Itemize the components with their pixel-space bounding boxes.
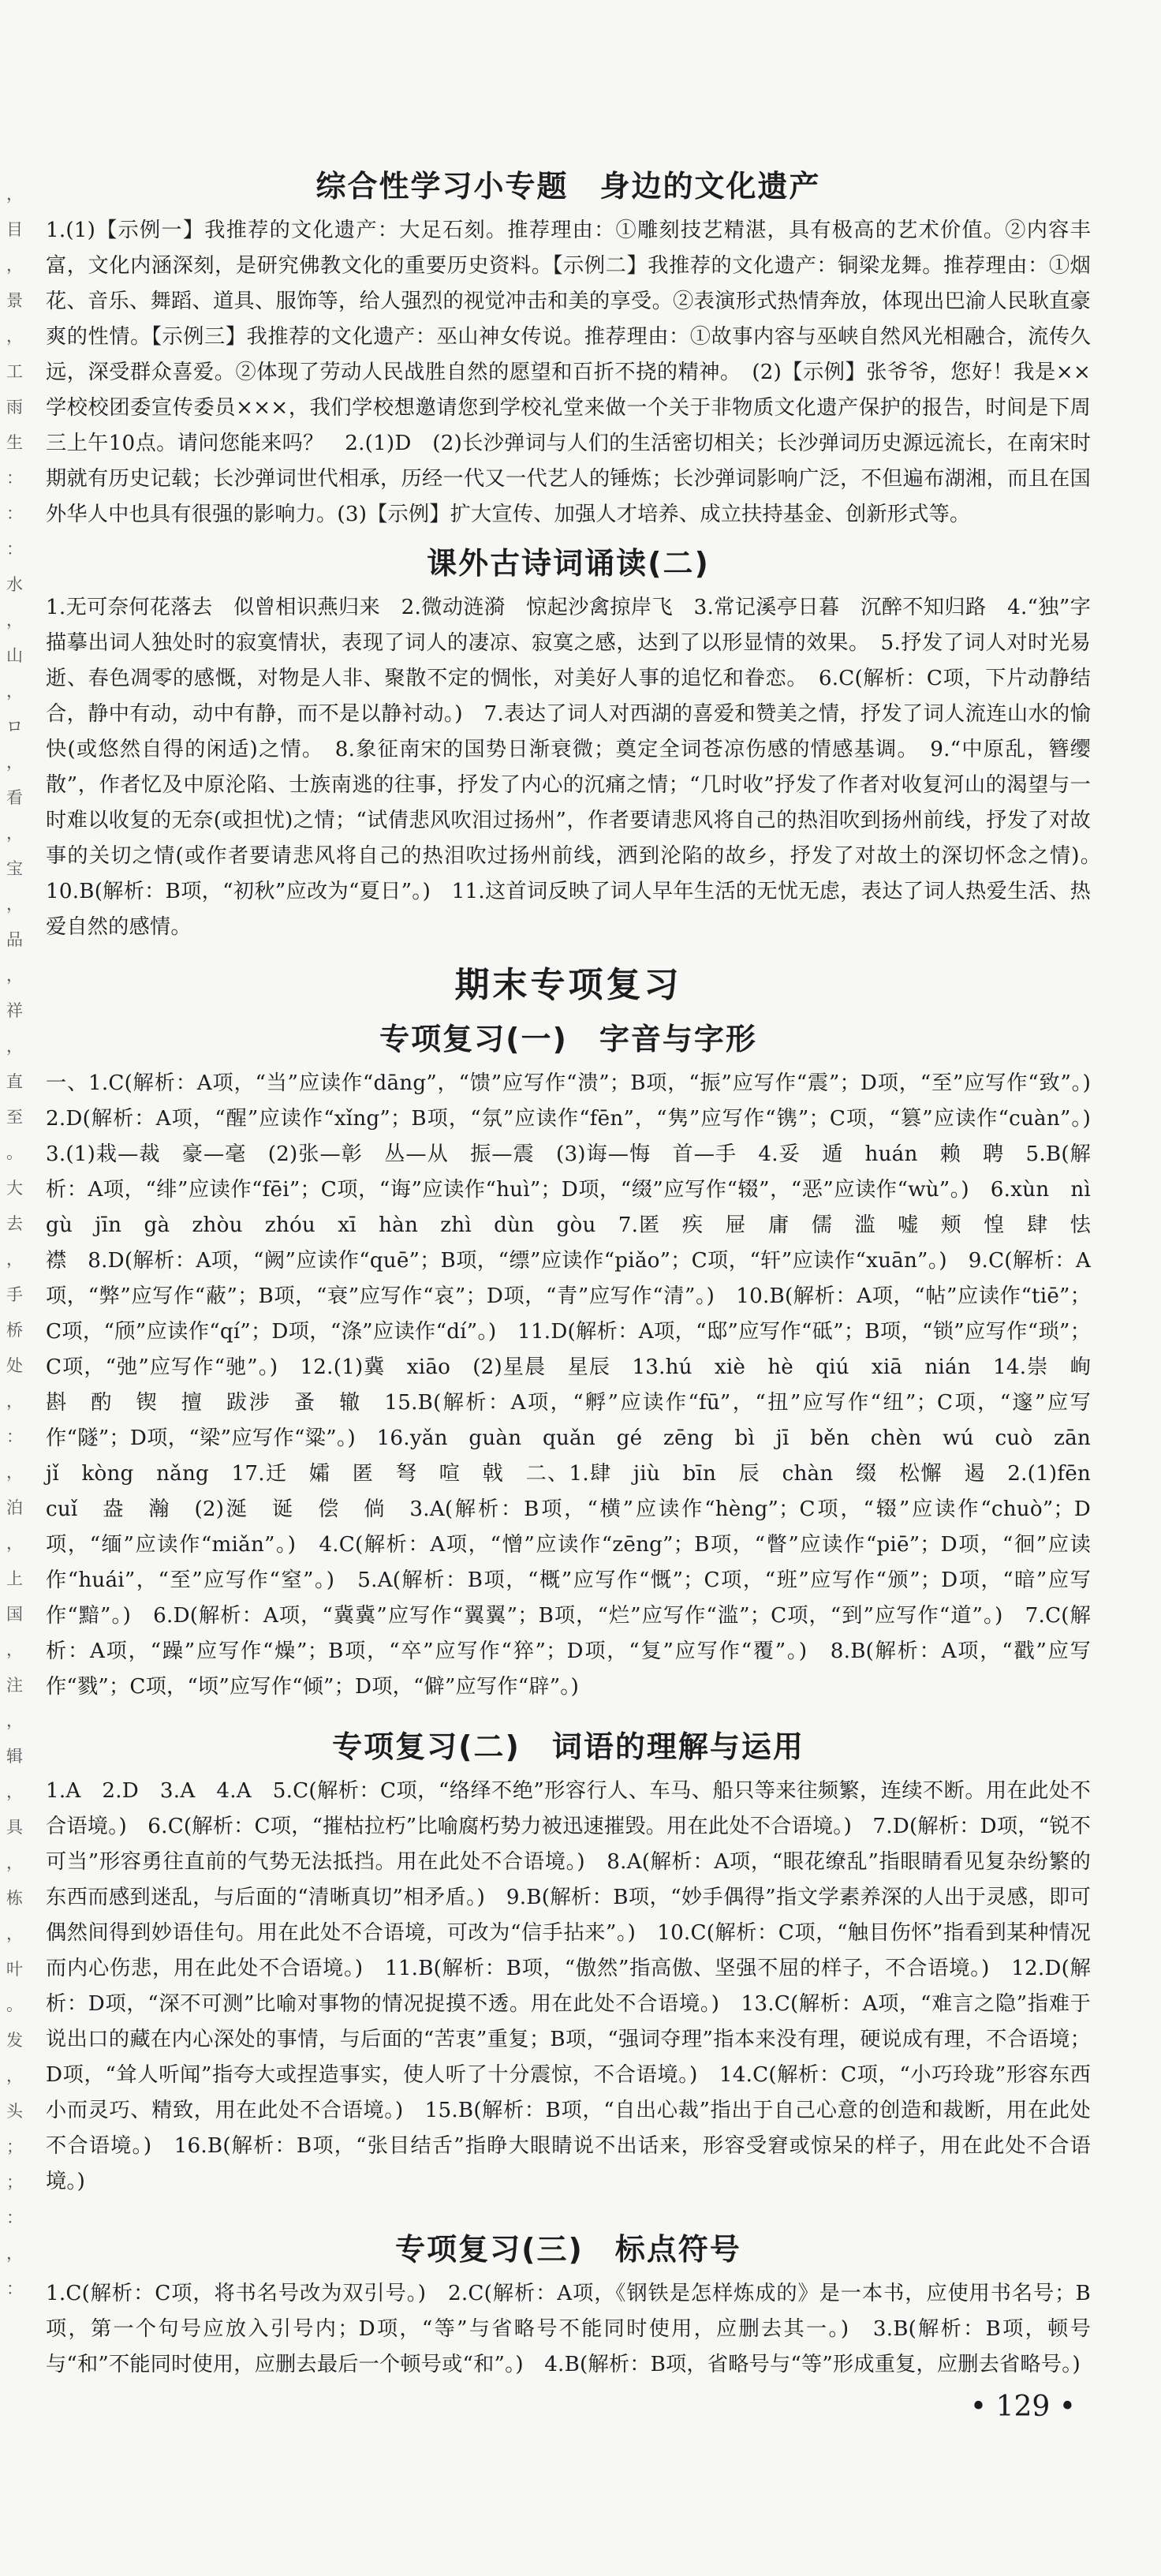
- margin-fragment: ；: [6, 2173, 23, 2192]
- margin-fragment: 国: [6, 1605, 23, 1624]
- margin-fragment: ロ: [6, 717, 23, 736]
- section-body-word-usage: 1.A 2.D 3.A 4.A 5.C(解析：C项，“络绎不绝”形容行人、车马、船只等来往频繁，连续不断。用在此处不合语境。) 6.C(解析：C项，“摧枯拉朽”比喻腐朽势力被迅速摧毁。用在此处不合语境。) 7.D(解析：D项，“锐不可当”形容勇往直前的气势无法抵挡。用在此处不合语境。) 8.A(解析：A项，“眼花缭乱”指眼睛看见复杂纷繁的东西而感到迷乱，与后面的“清晰真切”相矛盾。) 9.B(解析：B项，“妙手偶得”指文学素养深的人出于灵感，即可偶然间得到妙语佳句。用在此处不合语境，可改为“信手拈来”。) 10.C(解析：C项，“触目伤怀”指看到某种情况而内心伤悲，用在此处不合语境。) 11.B(解析：B项，“傲然”指高傲、坚强不屈的样子，不合语境。) 12.D(解析：D项，“深不可测”比喻对事物的情况捉摸不透。用在此处不合语境。) 13.C(解析：A项，“难言之隐”指难于说出口的藏在内心深处的事情，与后面的“苦衷”重复；B项，“强词夺理”指本来没有理，硬说成有理，不合语境；D项，“耸人听闻”指夸大或捏造事实，使人听了十分震惊，不合语境。) 14.C(解析：C项，“小巧玲珑”形容东西小而灵巧、精致，用在此处不合语境。) 15.B(解析：B项，“自出心裁”指出于自己心意的创造和裁断，用在此处不合语境。) 16.B(解析：B项，“张目结舌”指睁大眼睛说不出话来，形容受窘或惊呆的样子，用在此处不合语境。): [46, 1779, 1091, 2193]
- section-body-cultural-heritage: 1.(1)【示例一】我推荐的文化遗产：大足石刻。推荐理由：①雕刻技艺精湛，具有极高的艺术价值。②内容丰富，文化内涵深刻，是研究佛教文化的重要历史资料。【示例二】我推荐的文化遗产：铜梁龙舞。推荐理由：①烟花、音乐、舞蹈、道具、服饰等，给人强烈的视觉冲击和美的享受。②表演形式热情奔放，体现出巴渝人民耿直豪爽的性情。【示例三】我推荐的文化遗产：巫山神女传说。推荐理由：①故事内容与巫峡自然风光相融合，流传久远，深受群众喜爱。②体现了劳动人民战胜自然的愿望和百折不挠的精神。 (2)【示例】张爷爷，您好！我是××学校校团委宣传委员×××，我们学校想邀请您到学校礼堂来做一个关于非物质文化遗产保护的报告，时间是下周三上午10点。请问您能来吗？ 2.(1)D (2)长沙弹词与人们的生活密切相关；长沙弹词历史源远流长，在南宋时期就有历史记载；长沙弹词世代相承，历经一代又一代艺人的锤炼；长沙弹词影响广泛，不但遍布湖湘，而且在国外华人中也具有很强的影响力。(3)【示例】扩大宣传、加强人才培养、成立扶持基金、创新形式等。: [46, 219, 1091, 526]
- margin-fragment: 宝: [6, 859, 23, 878]
- margin-fragment: ，: [6, 256, 23, 275]
- margin-fragment: 大: [6, 1179, 23, 1198]
- margin-fragment: 头: [6, 2102, 23, 2121]
- margin-fragment: 具: [6, 1818, 23, 1837]
- margin-fragment: 目: [6, 220, 23, 239]
- section-body-pronunciation-characters: 一、1.C(解析：A项，“当”应读作“dāng”，“馈”应写作“溃”；B项，“振”应写作“震”；D项，“至”应写作“致”。) 2.D(解析：A项，“醒”应读作“xǐng”；B项，“氛”应读作“fēn”，“隽”应写作“镌”；C项，“篡”应读作“cuàn”。) 3.(1)栽—裁 豪—毫 (2)张—彰 丛—从 振—震 (3)诲—悔 首—手 4.妥 遁 huán 赖 聘 5.B(解析：A项，“绯”应读作“fēi”；C项，“诲”应读作“huì”；D项，“缀”应写作“辍”，“恶”应读作“wù”。) 6.xùn nì gù jīn gà zhòu zhóu xī hàn zhì dùn gòu 7.匿 疾 屉 庸 儒 滥 嘘 颊 惶 肆 怯 襟 8.D(解析：A项，“阙”应读作“quē”；B项，“缥”应读作“piǎo”；C项，“轩”应读作“xuān”。) 9.C(解析：A项，“弊”应写作“蔽”；B项，“衰”应写作“哀”；D项，“青”应写作“清”。) 10.B(解析：A项，“帖”应读作“tiē”；C项，“颀”应读作“qí”；D项，“涤”应读作“dí”。) 11.D(解析：A项，“邸”应写作“砥”；B项，“锁”应写作“琐”；C项，“弛”应写作“驰”。) 12.(1)冀 xiāo (2)星晨 星辰 13.hú xiè hè qiú xiā nián 14.崇 峋 斟 酌 锲 擅 跋涉 蚤 辙 15.B(解析：A项，“孵”应读作“fū”，“扭”应写作“纽”；C项，“邃”应写作“隧”；D项，“梁”应写作“粱”。) 16.yǎn guàn quǎn gé zēng bì jī běn chèn wú cuò zān jǐ kòng nǎng 17.迁 孀 匿 弩 喧 戟 二、1.肆 jiù bīn 辰 chàn 缀 松懈 遏 2.(1)fēn cuǐ 盎 瀚 (2)涎 诞 偿 倘 3.A(解析：B项，“横”应读作“hèng”；C项，“辍”应读作“chuò”；D项，“缅”应读作“miǎn”。) 4.C(解析：A项，“憎”应读作“zēng”；B项，“瞥”应读作“piē”；D项，“徊”应读作“huái”，“至”应写作“窒”。) 5.A(解析：B项，“概”应写作“慨”；C项，“班”应写作“颁”；D项，“暗”应写作“黯”。) 6.D(解析：A项，“冀冀”应写作“翼翼”；B项，“烂”应写作“滥”；C项，“到”应写作“道”。) 7.C(解析：A项，“躁”应写作“燥”；B项，“卒”应写作“猝”；D项，“复”应写作“覆”。) 8.B(解析：A项，“戳”应写作“戮”；C项，“顷”应写作“倾”；D项，“僻”应写作“辟”。): [46, 1071, 1112, 1699]
- margin-fragment: 品: [6, 930, 23, 949]
- margin-fragment: ；: [6, 2137, 23, 2156]
- margin-fragment: 景: [6, 291, 23, 310]
- margin-fragment: ：: [6, 469, 23, 488]
- margin-fragment: ：: [6, 2208, 23, 2227]
- margin-fragment: 。: [6, 1995, 23, 2014]
- margin-fragment: 发: [6, 2031, 23, 2050]
- margin-fragment: ，: [6, 824, 23, 843]
- section-title-final-review: 期末专项复习: [454, 965, 682, 1005]
- margin-fragment: ：: [6, 504, 23, 523]
- margin-fragment: ，: [6, 1782, 23, 1801]
- margin-fragment: 去: [6, 1214, 23, 1233]
- margin-fragment: ，: [6, 1250, 23, 1269]
- section-body-ancient-poetry: 1.无可奈何花落去 似曾相识燕归来 2.微动涟漪 惊起沙禽掠岸飞 3.常记溪亭日暮 沉醉不知归路 4.“独”字描摹出词人独处时的寂寞情状，表现了词人的凄凉、寂寞之感，达到了以形显情的效果。 5.抒发了词人对时光易逝、春色凋零的感慨，对物是人非、聚散不定的惆怅，对美好人事的追忆和眷恋。 6.C(解析：C项，下片动静结合，静中有动，动中有静，而不是以静衬动。) 7.表达了词人对西湖的喜爱和赞美之情，抒发了词人流连山水的愉快(或悠然自得的闲适)之情。 8.象征南宋的国势日渐衰微；奠定全词苍凉伤感的情感基调。 9.“中原乱，簪缨散”，作者忆及中原沦陷、士族南逃的往事，抒发了内心的沉痛之情；“几时收”抒发了作者对收复河山的渴望与一时难以收复的无奈(或担忧)之情；“试倩悲风吹泪过扬州”，作者要请悲风将自己的热泪吹到扬州前线，抒发了对故事的关切之情(或作者要请悲风将自己的热泪吹过扬州前线，洒到沦陷的故乡，抒发了对故土的深切怀念之情)。 10.B(解析：B项，“初秋”应改为“夏日”。) 11.这首词反映了词人早年生活的无忧无虑，表达了词人热爱生活、热爱自然的感情。: [46, 596, 1112, 939]
- margin-fragment: 祥: [6, 1001, 23, 1020]
- margin-fragment: ，: [6, 1924, 23, 1943]
- margin-fragment: ，: [6, 895, 23, 914]
- margin-fragment: ，: [6, 682, 23, 701]
- margin-fragment: ，: [6, 1534, 23, 1553]
- section-body-punctuation: 1.C(解析：C项，将书名号改为双引号。) 2.C(解析：A项，《钢铁是怎样炼成的》是一本书，应使用书名号；B项，第一个句号应放入引号内；D项，“等”与省略号不能同时使用，应删去其一。) 3.B(解析：B项，顿号与“和”不能同时使用，应删去最后一个顿号或“和”。) 4.B(解析：B项，省略号与“等”形成重复，应删去省略号。): [46, 2282, 1091, 2376]
- margin-fragment: ，: [6, 753, 23, 772]
- margin-fragment: ：: [6, 540, 23, 559]
- margin-fragment: ，: [6, 1853, 23, 1872]
- margin-fragment: ，: [6, 327, 23, 346]
- margin-fragment: ，: [6, 1711, 23, 1730]
- margin-fragment: 叶: [6, 1960, 23, 1979]
- section-title-pronunciation-characters: 专项复习(一) 字音与字形: [379, 1022, 757, 1056]
- margin-fragment: ，: [6, 1463, 23, 1482]
- margin-fragment: 上: [6, 1569, 23, 1588]
- left-margin-bleed: [0, 0, 47, 2576]
- margin-fragment: 手: [6, 1285, 23, 1304]
- margin-fragment: 雨: [6, 398, 23, 417]
- margin-fragment: ，: [6, 1640, 23, 1659]
- margin-fragment: 泊: [6, 1498, 23, 1517]
- margin-fragment: ：: [6, 2279, 23, 2298]
- margin-fragment: 工: [6, 362, 23, 381]
- margin-fragment: 生: [6, 433, 23, 452]
- margin-fragment: 桥: [6, 1321, 23, 1340]
- margin-fragment: ，: [6, 2244, 23, 2263]
- margin-fragment: 至: [6, 1108, 23, 1127]
- margin-fragment: 水: [6, 575, 23, 594]
- margin-fragment: 直: [6, 1072, 23, 1091]
- margin-fragment: 山: [6, 646, 23, 665]
- margin-fragment: ，: [6, 611, 23, 630]
- margin-fragment: 看: [6, 788, 23, 807]
- section-title-cultural-heritage: 综合性学习小专题 身边的文化遗产: [315, 169, 821, 204]
- section-title-ancient-poetry: 课外古诗词诵读(二): [427, 546, 710, 581]
- answer-content: [46, 162, 1112, 2383]
- margin-fragment: ：: [6, 1427, 23, 1446]
- margin-fragment: ，: [6, 1392, 23, 1411]
- margin-fragment: ，: [6, 1037, 23, 1056]
- margin-fragment: ，: [6, 2066, 23, 2085]
- section-title-punctuation: 专项复习(三) 标点符号: [395, 2232, 741, 2267]
- section-title-word-usage: 专项复习(二) 词语的理解与运用: [332, 1729, 804, 1764]
- margin-fragment: ，: [6, 185, 23, 204]
- page-number: • 129 •: [969, 2391, 1076, 2423]
- margin-fragment: 辑: [6, 1747, 23, 1766]
- margin-fragment: 注: [6, 1676, 23, 1695]
- margin-fragment: 处: [6, 1356, 23, 1375]
- margin-fragment: 。: [6, 1143, 23, 1162]
- margin-fragment: 栋: [6, 1889, 23, 1908]
- margin-fragment: ，: [6, 966, 23, 985]
